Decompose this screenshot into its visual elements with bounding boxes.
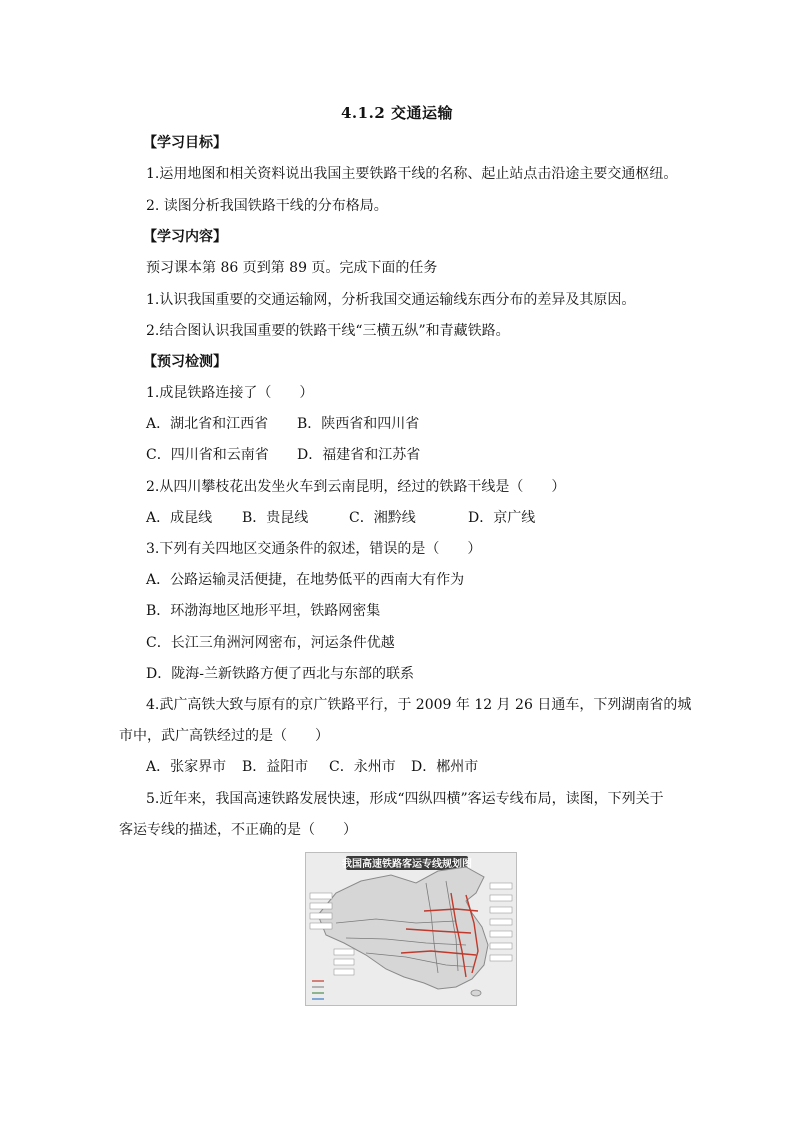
q1-option-c: C．四川省和云南省	[146, 447, 269, 463]
content-item: 1.认识我国重要的交通运输网，分析我国交通运输线东西分布的差异及其原因。	[146, 292, 636, 308]
q2-option-c: C．湘黔线	[349, 510, 416, 526]
q3-option-a: A．公路运输灵活便捷，在地势低平的西南大有作为	[146, 572, 465, 588]
q5-stem-line2: 客运专线的描述，不正确的是（ ）	[119, 822, 357, 838]
q4-option-b: B．益阳市	[242, 759, 309, 775]
railway-map-image	[306, 853, 516, 1005]
railway-map-figure	[305, 852, 517, 1006]
content-item: 2.结合图认识我国重要的铁路干线“三横五纵”和青藏铁路。	[146, 323, 510, 339]
q1-option-b: B．陕西省和四川省	[297, 416, 420, 432]
q4-stem-line2: 市中，武广高铁经过的是（ ）	[119, 728, 329, 744]
q1-option-a: A．湖北省和江西省	[146, 416, 269, 432]
q4-option-d: D．郴州市	[411, 759, 479, 775]
page-title: 4.1.2 交通运输	[341, 104, 453, 122]
q3-stem: 3.下列有关四地区交通条件的叙述，错误的是（ ）	[146, 541, 482, 557]
content-item: 预习课本第 86 页到第 89 页。完成下面的任务	[146, 260, 438, 276]
section-header-content: 【学习内容】	[143, 229, 227, 245]
q2-option-a: A．成昆线	[146, 510, 213, 526]
goal-item: 2. 读图分析我国铁路干线的分布格局。	[146, 198, 388, 214]
q2-option-b: B．贵昆线	[242, 510, 309, 526]
map-caption: 我国高速铁路客运专线规划图	[342, 859, 472, 870]
q4-option-c: C．永州市	[329, 759, 396, 775]
q1-stem: 1.成昆铁路连接了（ ）	[146, 385, 314, 401]
goal-item: 1.运用地图和相关资料说出我国主要铁路干线的名称、起止站点击沿途主要交通枢纽。	[146, 166, 678, 182]
q4-stem-line1: 4.武广高铁大致与原有的京广铁路平行，于 2009 年 12 月 26 日通车，下列湖南省的城	[146, 697, 692, 713]
q5-stem-line1: 5.近年来，我国高速铁路发展快速，形成“四纵四横”客运专线布局，读图，下列关于	[146, 791, 664, 807]
q3-option-d: D．陇海-兰新铁路方便了西北与东部的联系	[146, 666, 414, 682]
section-header-check: 【预习检测】	[143, 354, 227, 370]
q2-stem: 2.从四川攀枝花出发坐火车到云南昆明，经过的铁路干线是（ ）	[146, 479, 566, 495]
q2-option-d: D．京广线	[468, 510, 536, 526]
q4-option-a: A．张家界市	[146, 759, 227, 775]
q3-option-c: C．长江三角洲河网密布，河运条件优越	[146, 635, 395, 651]
q1-option-d: D．福建省和江苏省	[297, 447, 421, 463]
q3-option-b: B．环渤海地区地形平坦，铁路网密集	[146, 603, 381, 619]
section-header-goals: 【学习目标】	[143, 135, 227, 151]
hainan-island	[471, 990, 481, 996]
